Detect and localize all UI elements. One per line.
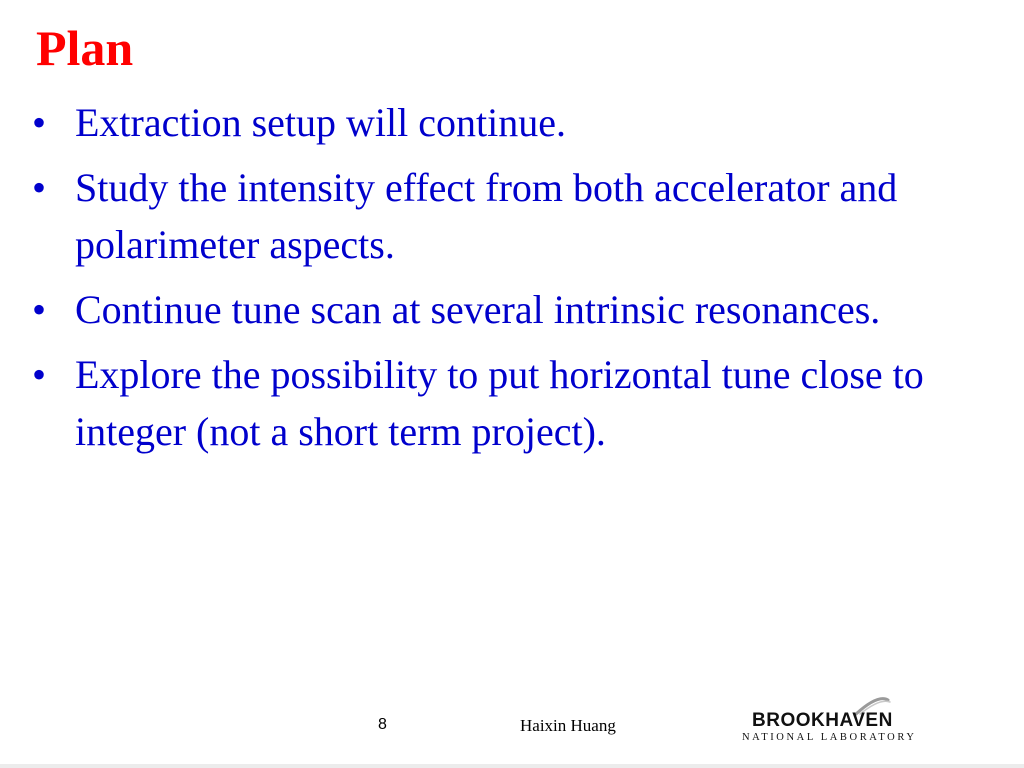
logo-subtitle: NATIONAL LABORATORY xyxy=(742,732,917,743)
logo-wordmark: BROOKHAVEN xyxy=(752,710,893,731)
bullet-text: Extraction setup will continue. xyxy=(75,100,566,145)
bullet-text: Continue tune scan at several intrinsic resonances. xyxy=(75,287,881,332)
bullet-item xyxy=(30,159,990,273)
bullet-item xyxy=(30,346,990,460)
bottom-divider xyxy=(0,764,1024,768)
brookhaven-logo xyxy=(738,692,938,752)
bullet-icon: • xyxy=(32,287,47,332)
bullet-text: Explore the possibility to put horizontal tune close to integer (not a short term project). xyxy=(75,352,924,454)
page-number: 8 xyxy=(378,716,387,733)
slide-title: Plan xyxy=(36,20,134,76)
bullet-icon: • xyxy=(32,352,47,397)
bullet-text: Study the intensity effect from both accelerator and polarimeter aspects. xyxy=(75,165,898,267)
brookhaven-logo-icon xyxy=(738,692,938,752)
bullet-item xyxy=(30,94,990,151)
bullet-list xyxy=(30,94,990,468)
bullet-icon: • xyxy=(32,165,47,210)
author-name: Haixin Huang xyxy=(520,716,616,735)
bullet-item xyxy=(30,281,990,338)
bullet-icon: • xyxy=(32,100,47,145)
